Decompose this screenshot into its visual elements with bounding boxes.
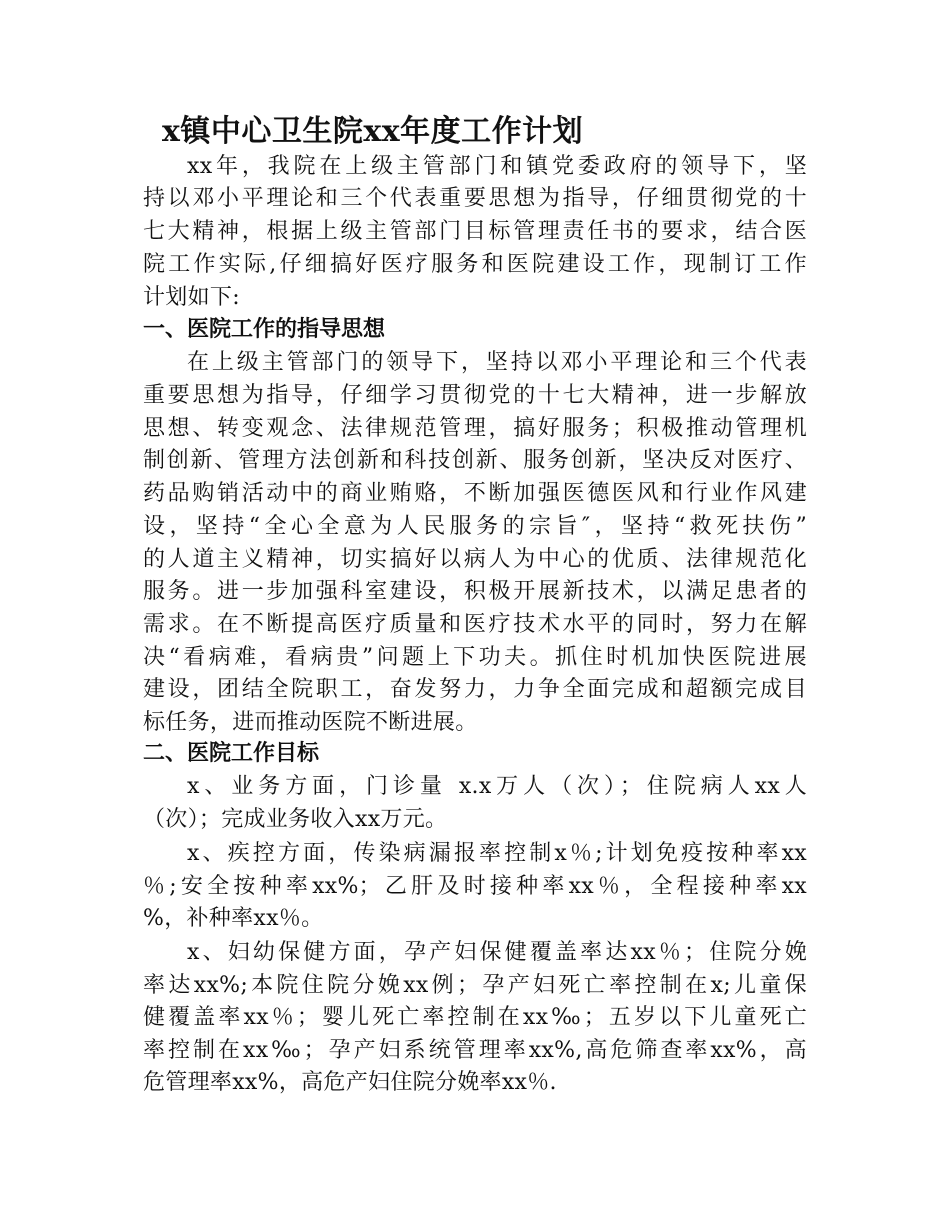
paragraph-line: 率控制在xx‰；孕产妇系统管理率xx%,高危筛查率xx%，高: [143, 1038, 807, 1063]
paragraph-line: x、疾控方面，传染病漏报率控制x％;计划免疫按种率xx: [187, 841, 807, 866]
paragraph-line: %，补种率xx％。: [143, 906, 324, 931]
intro-line: 持以邓小平理论和三个代表重要思想为指导，仔细贯彻党的十: [143, 186, 807, 211]
paragraph-line: 服务。进一步加强科室建设，积极开展新技术，以满足患者的: [143, 579, 807, 604]
paragraph-line: x、业务方面，门诊量 x.x万人（次）；住院病人xx人: [187, 774, 807, 799]
paragraph-line: 决“看病难，看病贵”问题上下功夫。抓住时机加快医院进展: [143, 645, 807, 670]
intro-line: xx年，我院在上级主管部门和镇党委政府的领导下，坚: [187, 154, 807, 179]
paragraph-line: 重要思想为指导，仔细学习贯彻党的十七大精神，进一步解放: [143, 383, 807, 408]
intro-line: 计划如下:: [143, 285, 240, 310]
document-title: x镇中心卫生院xx年度工作计划: [162, 114, 584, 149]
paragraph-line: 思想、转变观念、法律规范管理，搞好服务；积极推动管理机: [143, 416, 807, 441]
paragraph-line: ％;安全按种率xx%；乙肝及时接种率xx％，全程接种率xx: [143, 874, 807, 899]
paragraph-line: 健覆盖率xx％；婴儿死亡率控制在xx‰；五岁以下儿童死亡: [143, 1005, 807, 1030]
paragraph-line: 建设，团结全院职工，奋发努力，力争全面完成和超额完成目: [143, 677, 807, 702]
paragraph-line: 率达xx%;本院住院分娩xx例；孕产妇死亡率控制在x;儿童保: [143, 973, 807, 998]
section-heading: 二、医院工作目标: [143, 741, 320, 766]
paragraph-line: 在上级主管部门的领导下，坚持以邓小平理论和三个代表: [187, 350, 807, 375]
intro-line: 院工作实际,仔细搞好医疗服务和医院建设工作，现制订工作: [143, 252, 807, 277]
paragraph-line: 药品购销活动中的商业贿赂，不断加强医德医风和行业作风建: [143, 481, 807, 506]
paragraph-line: x、妇幼保健方面，孕产妇保健覆盖率达xx％；住院分娩: [187, 940, 807, 965]
paragraph-line: 危管理率xx%，高危产妇住院分娩率xx％.: [143, 1070, 557, 1095]
paragraph-line: 设，坚持“全心全意为人民服务的宗旨″，坚持“救死扶伤”: [143, 514, 807, 539]
intro-line: 七大精神，根据上级主管部门目标管理责任书的要求，结合医: [143, 219, 807, 244]
paragraph-line: 的人道主义精神，切实搞好以病人为中心的优质、法律规范化: [143, 547, 807, 572]
paragraph-line: 需求。在不断提高医疗质量和医疗技术水平的同时，努力在解: [143, 612, 807, 637]
paragraph-line: 制创新、管理方法创新和科技创新、服务创新，坚决反对医疗、: [143, 448, 807, 473]
section-heading: 一、医院工作的指导思想: [143, 317, 386, 342]
paragraph-line: 标任务，进而推动医院不断进展。: [143, 710, 478, 735]
paragraph-line: （次）；完成业务收入xx万元。: [143, 807, 448, 832]
